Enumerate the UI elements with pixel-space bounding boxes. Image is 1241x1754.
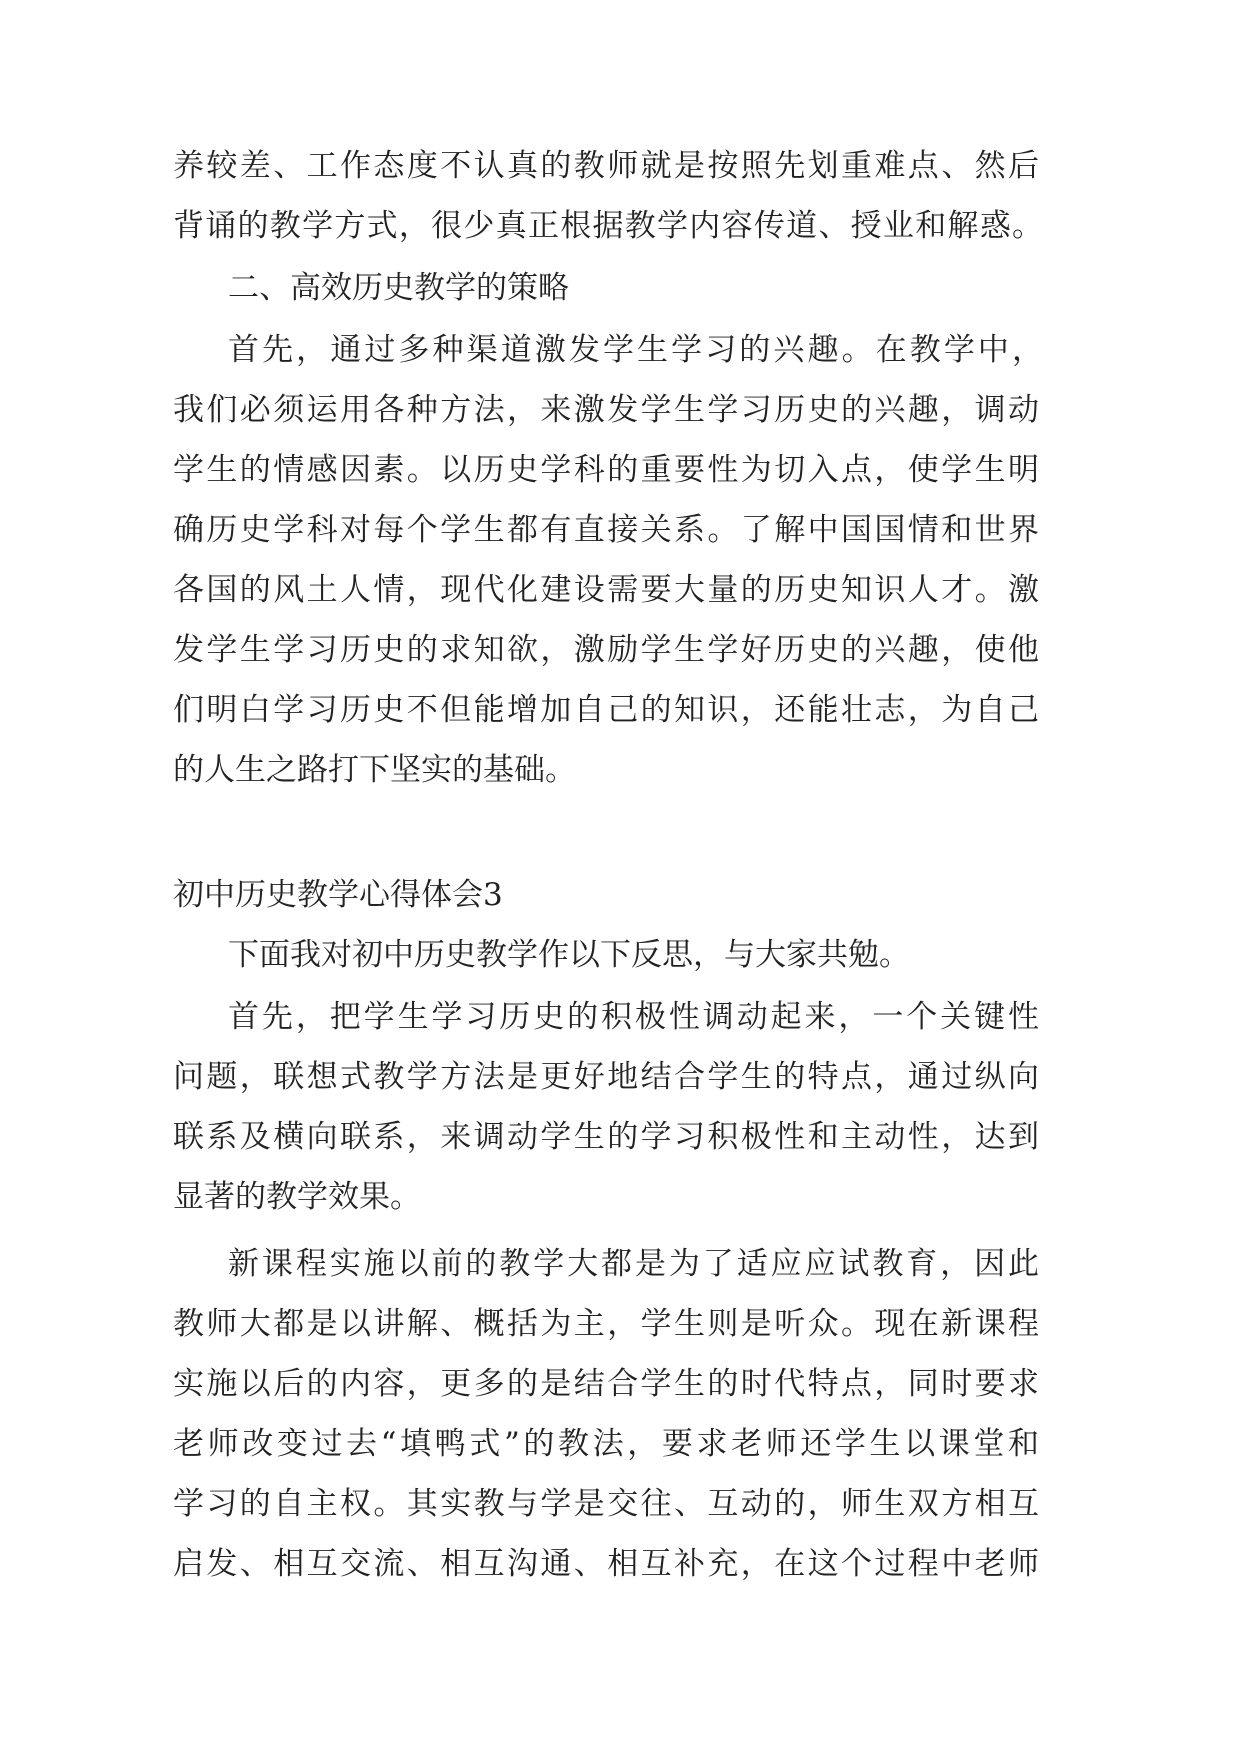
section-heading bbox=[0, 258, 1241, 318]
line-text: 首先，把学生学习历史的积极性调动起来，一个关键性 bbox=[228, 999, 1039, 1035]
line-text: 实施以后的内容，更多的是结合学生的时代特点，同时要求 bbox=[173, 1366, 1039, 1402]
line-text: 启发、相互交流、相互沟通、相互补充，在这个过程中老师 bbox=[173, 1546, 1039, 1582]
body-line bbox=[0, 620, 1241, 680]
section-title bbox=[0, 865, 1241, 925]
body-line bbox=[0, 1047, 1241, 1107]
body-line bbox=[0, 1107, 1241, 1167]
line-text: 背诵的教学方式，很少真正根据教学内容传道、授业和解惑。 bbox=[173, 208, 1043, 244]
line-text: 下面我对初中历史教学作以下反思，与大家共勉。 bbox=[228, 937, 910, 973]
line-text: 我们必须运用各种方法，来激发学生学习历史的兴趣，调动 bbox=[173, 392, 1039, 428]
body-line bbox=[0, 380, 1241, 440]
body-line bbox=[0, 1354, 1241, 1414]
body-line bbox=[0, 440, 1241, 500]
body-line bbox=[0, 680, 1241, 740]
paragraph-first-line bbox=[0, 987, 1241, 1047]
body-line bbox=[0, 1414, 1241, 1474]
line-text: 确历史学科对每个学生都有直接关系。了解中国国情和世界 bbox=[173, 512, 1039, 548]
line-text: 联系及横向联系，来调动学生的学习积极性和主动性，达到 bbox=[173, 1119, 1039, 1155]
line-text: 们明白学习历史不但能增加自己的知识，还能壮志，为自己 bbox=[173, 692, 1039, 728]
line-text: 学习的自主权。其实教与学是交往、互动的，师生双方相互 bbox=[173, 1486, 1039, 1522]
line-text: 发学生学习历史的求知欲，激励学生学好历史的兴趣，使他 bbox=[173, 632, 1039, 668]
line-text: 学生的情感因素。以历史学科的重要性为切入点，使学生明 bbox=[173, 452, 1039, 488]
paragraph-first-line bbox=[0, 925, 1241, 985]
line-text: 各国的风土人情，现代化建设需要大量的历史知识人才。激 bbox=[173, 572, 1039, 608]
paragraph-first-line bbox=[0, 320, 1241, 380]
body-line bbox=[0, 196, 1241, 256]
body-line bbox=[0, 560, 1241, 620]
line-text: 显著的教学效果。 bbox=[173, 1179, 421, 1215]
section-heading-text: 二、高效历史教学的策略 bbox=[228, 270, 569, 306]
line-text: 老师改变过去“填鸭式”的教法，要求老师还学生以课堂和 bbox=[173, 1426, 1039, 1462]
body-line-last bbox=[0, 1167, 1241, 1227]
paragraph-first-line bbox=[0, 1234, 1241, 1294]
line-text: 的人生之路打下坚实的基础。 bbox=[173, 752, 576, 788]
body-line bbox=[0, 500, 1241, 560]
body-line bbox=[0, 1534, 1241, 1594]
body-line-last bbox=[0, 740, 1241, 800]
line-text: 养较差、工作态度不认真的教师就是按照先划重难点、然后 bbox=[173, 148, 1039, 184]
body-line bbox=[0, 1294, 1241, 1354]
body-line bbox=[0, 136, 1241, 196]
section-title-text: 初中历史教学心得体会3 bbox=[173, 877, 503, 913]
body-line bbox=[0, 1474, 1241, 1534]
line-text: 新课程实施以前的教学大都是为了适应应试教育，因此 bbox=[228, 1246, 1039, 1282]
line-text: 问题，联想式教学方法是更好地结合学生的特点，通过纵向 bbox=[173, 1059, 1039, 1095]
line-text: 首先，通过多种渠道激发学生学习的兴趣。在教学中， bbox=[228, 332, 1043, 368]
line-text: 教师大都是以讲解、概括为主，学生则是听众。现在新课程 bbox=[173, 1306, 1039, 1342]
